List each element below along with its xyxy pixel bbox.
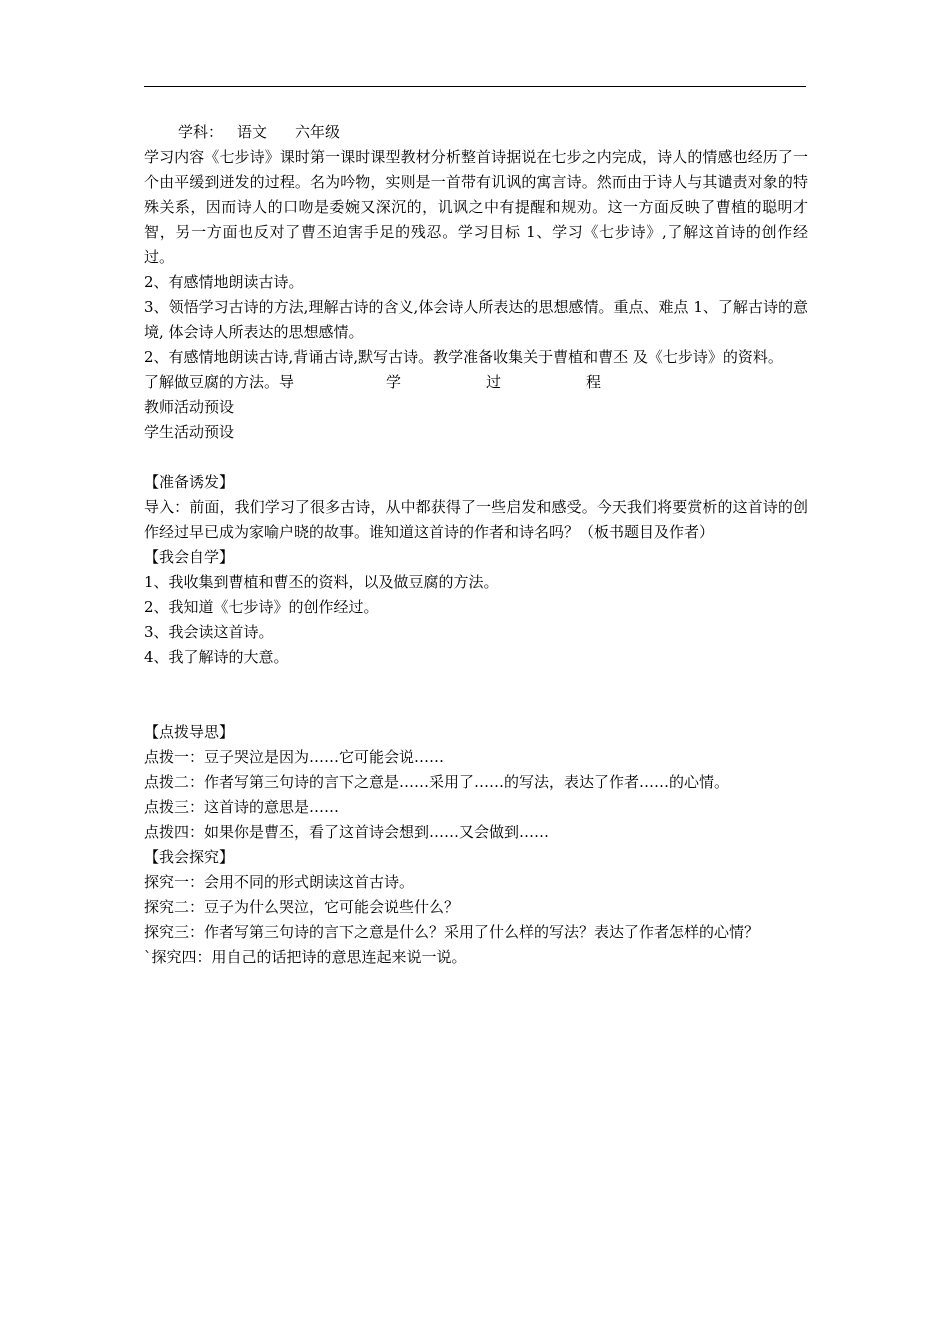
selfstudy-heading: 【我会自学】 xyxy=(144,548,235,566)
explore-item: 探究一：会用不同的形式朗读这首古诗。 xyxy=(144,873,415,891)
explore-item: `探究四：用自己的话把诗的意思连起来说一说。 xyxy=(144,948,467,966)
subject-value: 语文 xyxy=(237,123,268,141)
process-char-3: 程 xyxy=(586,373,602,391)
process-line xyxy=(144,370,808,395)
process-char-2: 过 xyxy=(486,373,502,391)
selfstudy-item: 2、我知道《七步诗》的创作经过。 xyxy=(144,598,379,616)
prepare-heading: 【准备诱发】 xyxy=(144,473,235,491)
goal-2: 2、有感情地朗读古诗。 xyxy=(144,273,304,291)
grade-value: 六年级 xyxy=(295,123,341,141)
guide-item: 点拨二：作者写第三句诗的言下之意是……采用了……的写法，表达了作者……的心情。 xyxy=(144,773,730,791)
subject-line xyxy=(144,120,808,145)
guide-item: 点拨三：这首诗的意思是…… xyxy=(144,798,340,816)
guide-heading: 【点拨导思】 xyxy=(144,723,235,741)
goal-3: 3、领悟学习古诗的方法,理解古诗的含义,体会诗人所表达的思想感情。重点、难点 1、了解古诗的意境, 体会诗人所表达的思想感情。 xyxy=(144,298,808,341)
guide-item: 点拨四：如果你是曹丕，看了这首诗会想到……又会做到…… xyxy=(144,823,550,841)
selfstudy-item: 4、我了解诗的大意。 xyxy=(144,648,289,666)
process-char-1: 学 xyxy=(386,373,402,391)
goal-4: 2、有感情地朗读古诗,背诵古诗,默写古诗。教学准备收集关于曹植和曹丕 及《七步诗》的资料。 xyxy=(144,348,783,366)
intro-paragraph: 学习内容《七步诗》课时第一课时课型教材分析整首诗据说在七步之内完成，诗人的情感也经历了一个由平缓到迸发的过程。名为吟物，实则是一首带有讥讽的寓言诗。然而由于诗人与其谴责对象的特殊关系，因而诗人的口吻是委婉又深沉的，讥讽之中有提醒和规劝。这一方面反映了曹植的聪明才智，另一方面也反对了曹丕迫害手足的残忍。学习目标 1、学习《七步诗》,了解这首诗的创作经过。 xyxy=(144,148,808,266)
explore-item: 探究三：作者写第三句诗的言下之意是什么？采用了什么样的写法？表达了作者怎样的心情？ xyxy=(144,923,760,941)
explore-heading: 【我会探究】 xyxy=(144,848,235,866)
prep-end-text: 了解做豆腐的方法。导 xyxy=(144,373,295,391)
student-label: 学生活动预设 xyxy=(144,423,235,441)
document-body xyxy=(144,120,808,970)
subject-label: 学科： xyxy=(178,123,224,141)
explore-item: 探究二：豆子为什么哭泣，它可能会说些什么？ xyxy=(144,898,460,916)
selfstudy-item: 3、我会读这首诗。 xyxy=(144,623,274,641)
prepare-text: 导入：前面，我们学习了很多古诗，从中都获得了一些启发和感受。今天我们将要赏析的这首诗的创作经过早已成为家喻户晓的故事。谁知道这首诗的作者和诗名吗？（板书题目及作者） xyxy=(144,498,808,541)
selfstudy-item: 1、我收集到曹植和曹丕的资料，以及做豆腐的方法。 xyxy=(144,573,499,591)
header-rule xyxy=(144,86,806,87)
guide-item: 点拨一：豆子哭泣是因为……它可能会说…… xyxy=(144,748,445,766)
teacher-label: 教师活动预设 xyxy=(144,398,235,416)
